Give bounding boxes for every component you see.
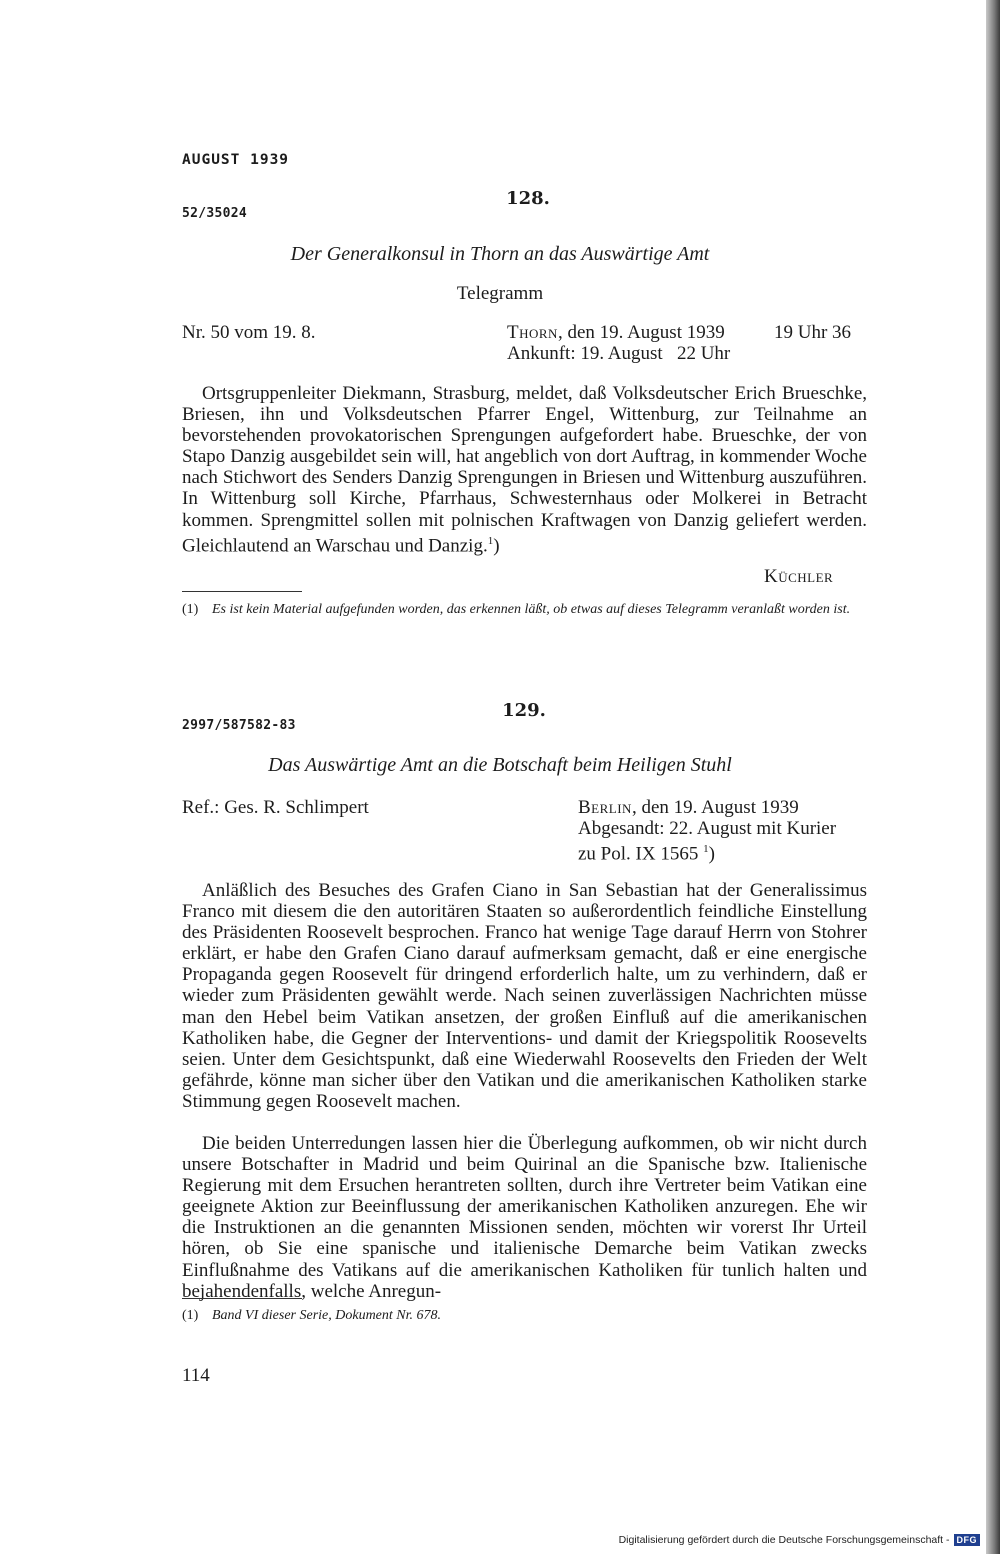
page-number: 114 — [182, 1365, 210, 1386]
footnote-text: Es ist kein Material aufgefunden worden, das erkennen läßt, ob etwas auf dieses Telegramm veranlaßt worden ist. — [212, 602, 851, 617]
footnote-ref: 1 — [703, 843, 709, 855]
document-number: 129. — [502, 700, 546, 721]
document-heading: Das Auswärtige Amt an die Botschaft beim Heiligen Stuhl — [268, 754, 732, 776]
pol-reference — [578, 839, 715, 864]
dfg-logo: DFG — [954, 1534, 981, 1546]
footnote — [182, 1308, 867, 1325]
scan-edge — [986, 0, 1000, 1554]
footnote-divider — [182, 1298, 302, 1299]
arrival-text: Ankunft: 19. August 22 Uhr — [507, 343, 731, 364]
place-name: Berlin — [578, 797, 632, 818]
time-text: 19 Uhr 36 — [774, 322, 852, 343]
footnote-divider — [182, 591, 302, 592]
document-heading: Der Generalkonsul in Thorn an das Auswärtige Amt — [290, 243, 710, 265]
footnote — [182, 602, 867, 619]
footnote-text: Band VI dieser Serie, Dokument Nr. 678. — [212, 1308, 442, 1323]
footnote-ref: 1 — [487, 534, 494, 547]
document-number: 128. — [506, 188, 550, 209]
digitization-credit — [619, 1534, 980, 1546]
sent-text: Abgesandt: 22. August mit Kurier — [578, 818, 837, 839]
telegram-body — [182, 383, 867, 556]
date-text: , den 19. August 1939 — [557, 322, 725, 343]
signature: Küchler — [764, 566, 834, 587]
file-reference: 52/35024 — [182, 206, 248, 221]
document-type: Telegramm — [456, 283, 544, 304]
body-paragraph-2: Die beiden Unterredungen lassen hier die Überlegung aufkommen, ob wir nicht durch unsere Botschafter in Madrid und beim Quirinal an die Spanische bzw. Italienische Regierung mit dem Ersuchen herantreten sollten, durch ihre Vertreter beim Vatikan eine geeignete Aktion zur Beeinflussung der amerikanischen Katholiken anzuregen. Ehe wir die Instruktionen an die genannten Missionen senden, möchten wir vorerst Ihr Urteil hören, ob Sie eine spanische und italienische Demarche beim Vatikan zwecks Einflußnahme des Vatikans auf die amerikanischen Katholiken für tunlich halten und bejahendenfalls, welche Anregun- — [182, 1133, 867, 1302]
body-text: Ortsgruppenleiter Diekmann, Strasburg, meldet, daß Volksdeutscher Erich Brueschke, Briesen, ihn und Volksdeutschen Pfarrer Engel, Wittenburg, zur Teilnahme an bevorstehenden provokatorischen Sprengungen aufgefordert habe. Brueschke, der von Stapo Danzig ausgebildet sein will, hat angeblich von dort Auftrag, in kommender Woche nach Stichwort des Senders Danzig Sprengungen in Briesen und Wittenburg auszuführen. In Wittenburg soll Kirche, Pfarrhaus, Schwesternhaus oder Molkerei in Betracht kommen. Sprengmittel sollen mit polnischen Kraftwagen von Danzig geliefert werden. Gleichlautend an Warschau und Danzig. — [182, 383, 867, 556]
footnote-ref-close: ) — [493, 534, 500, 556]
place-date-line — [507, 322, 725, 343]
file-reference: 2997/587582-83 — [182, 718, 296, 733]
reference-line: Ref.: Ges. R. Schlimpert — [182, 797, 369, 818]
credit-text: Digitalisierung gefördert durch die Deutsche Forschungsgemeinschaft - — [618, 1534, 950, 1546]
date-text: , den 19. August 1939 — [631, 797, 799, 818]
reference-number: Nr. 50 vom 19. 8. — [182, 322, 316, 343]
running-head: AUGUST 1939 — [182, 152, 290, 168]
pol-text: zu Pol. IX 1565 — [578, 843, 699, 865]
place-date-line — [578, 797, 799, 818]
footnote-mark: (1) — [182, 1308, 199, 1323]
body-paragraph-1: Anläßlich des Besuches des Grafen Ciano in San Sebastian hat der Generalissimus Franco mit diesem die den autoritären Staaten so außerordentlich feindliche Einstellung des Präsidenten Roosevelt besprochen. Franco hat wenige Tage darauf Herrn von Stohrer erklärt, er habe den Grafen Ciano darauf aufmerksam gemacht, daß er eine energische Propaganda gegen Roosevelt für dringend erforderlich halte, um zu verhindern, daß er wieder zum Präsidenten gewählt werde. Nach seinen zuverlässigen Nachrichten müsse man den Hebel beim Vatikan ansetzen, der großen Einfluß auf die amerikanischen Katholiken habe, die Gegner der Interventions- und damit der Kriegspolitik Roosevelts seien. Unter dem Gesichtspunkt, daß eine Wiederwahl Roosevelts den Frieden der Welt gefährde, könne man sicher über den Vatikan und die amerikanischen Katholiken starke Stimmung gegen Roosevelt machen. — [182, 880, 867, 1112]
footnote-ref-close: ) — [708, 843, 715, 865]
footnote-mark: (1) — [182, 602, 199, 617]
place-name: Thorn — [507, 322, 558, 343]
